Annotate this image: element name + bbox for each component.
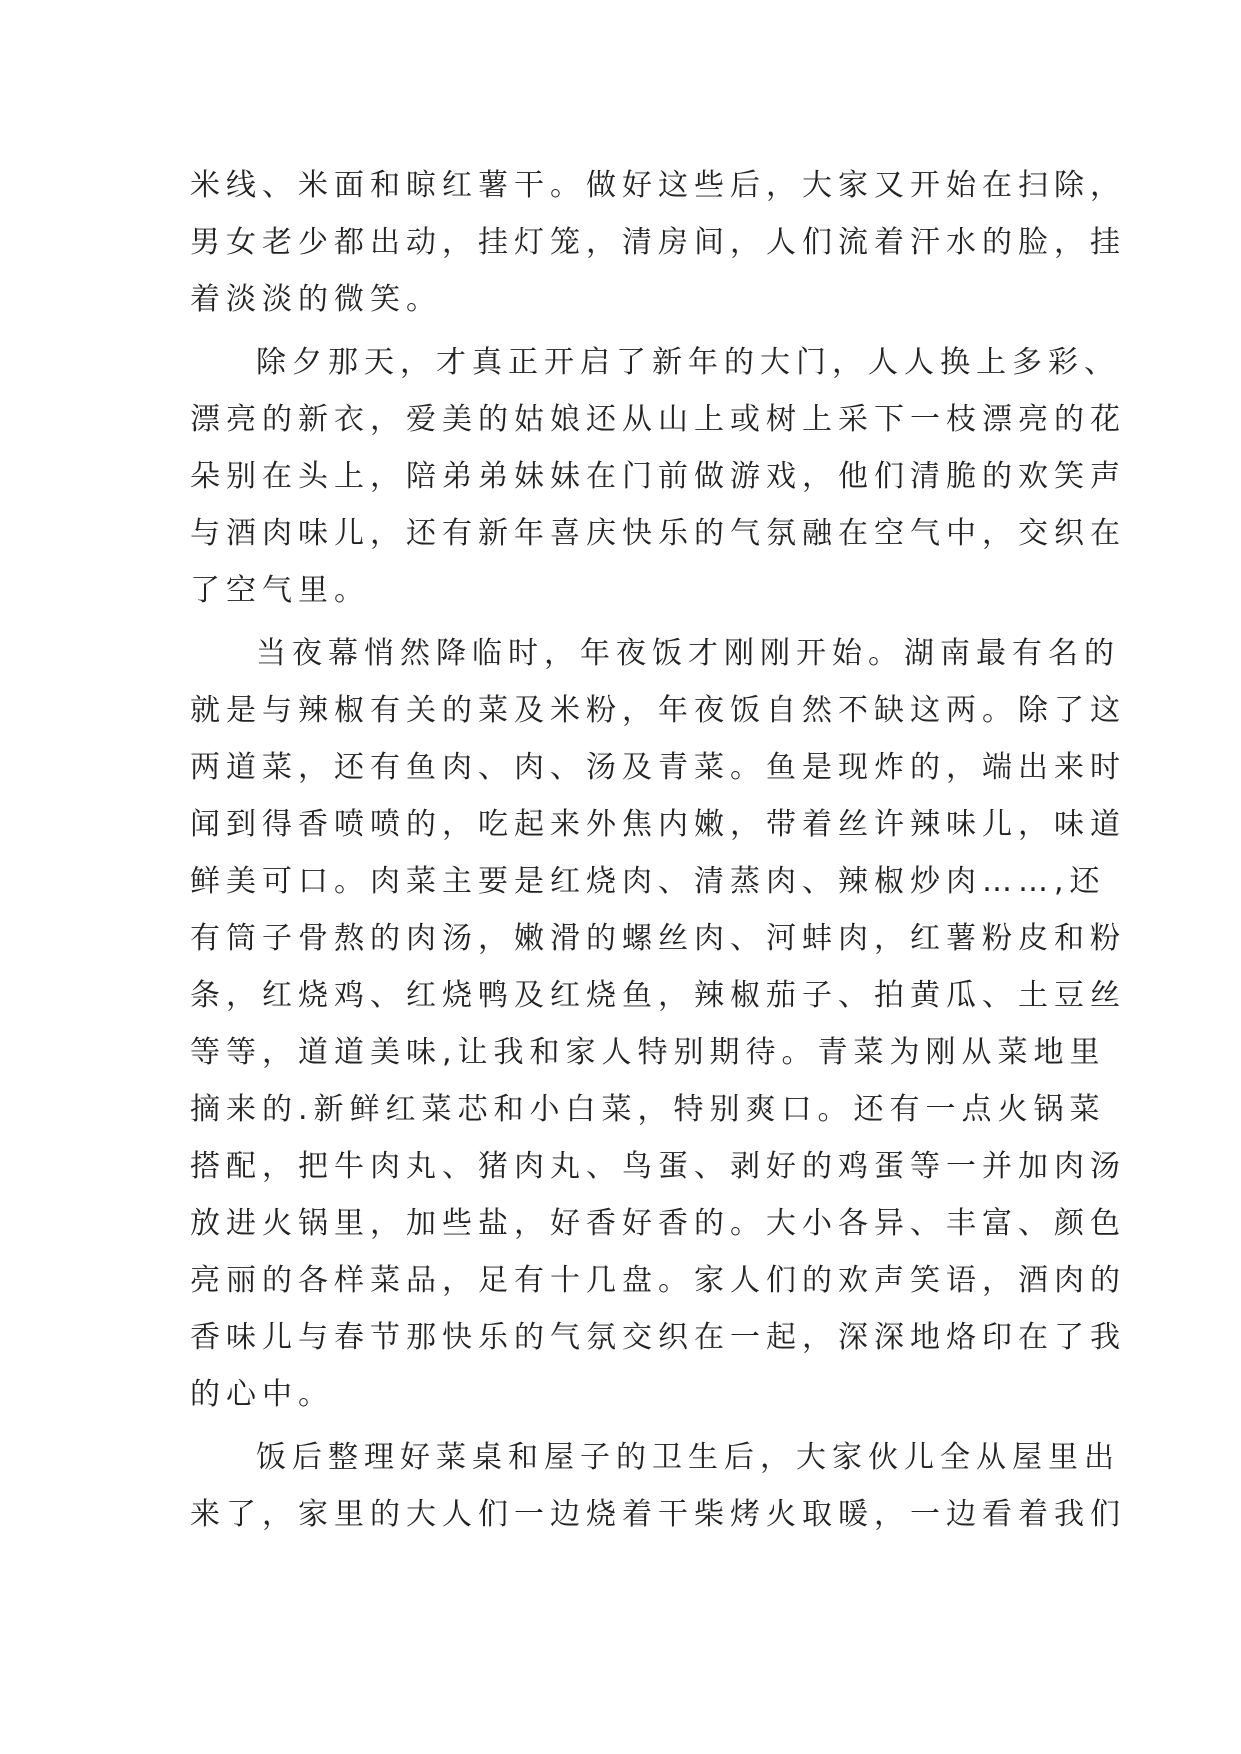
text-line: 漂亮的新衣，爱美的姑娘还从山上或树上采下一枝漂亮的花 xyxy=(190,402,1126,437)
text-line: 香味儿与春节那快乐的气氛交织在一起，深深地烙印在了我 xyxy=(190,1320,1126,1355)
text-line: 来了，家里的大人们一边烧着干柴烤火取暖，一边看着我们 xyxy=(190,1497,1126,1532)
text-line: 饭后整理好菜桌和屋子的卫生后，大家伙儿全从屋里出 xyxy=(256,1440,1120,1475)
text-line: 搭配，把牛肉丸、猪肉丸、鸟蛋、剥好的鸡蛋等一并加肉汤 xyxy=(190,1149,1126,1184)
text-line: 亮丽的各样菜品，足有十几盘。家人们的欢声笑语，酒肉的 xyxy=(190,1263,1126,1298)
text-line: 就是与辣椒有关的菜及米粉，年夜饭自然不缺这两。除了这 xyxy=(190,693,1126,728)
document-body xyxy=(190,157,1126,1543)
paragraph-1 xyxy=(190,157,1126,328)
text-line: 除夕那天，才真正开启了新年的大门，人人换上多彩、 xyxy=(256,345,1120,380)
text-line: 男女老少都出动，挂灯笼，清房间，人们流着汗水的脸，挂 xyxy=(190,225,1126,260)
text-line: 两道菜，还有鱼肉、肉、汤及青菜。鱼是现炸的，端出来时 xyxy=(190,750,1126,785)
text-line: 朵别在头上，陪弟弟妹妹在门前做游戏，他们清脆的欢笑声 xyxy=(190,459,1126,494)
text-line: 鲜美可口。肉菜主要是红烧肉、清蒸肉、辣椒炒肉……,还 xyxy=(190,864,1106,899)
text-line: 摘来的.新鲜红菜芯和小白菜，特别爽口。还有一点火锅菜 xyxy=(190,1092,1106,1127)
paragraph-2 xyxy=(190,334,1126,619)
paragraph-3 xyxy=(190,625,1126,1423)
text-line: 与酒肉味儿，还有新年喜庆快乐的气氛融在空气中，交织在 xyxy=(190,516,1126,551)
text-line: 的心中。 xyxy=(190,1377,334,1412)
text-line: 米线、米面和晾红薯干。做好这些后，大家又开始在扫除， xyxy=(190,168,1126,203)
text-line: 着淡淡的微笑。 xyxy=(190,282,442,317)
text-line: 闻到得香喷喷的，吃起来外焦内嫩，带着丝许辣味儿，味道 xyxy=(190,807,1126,842)
paragraph-4 xyxy=(190,1429,1126,1543)
text-line: 条，红烧鸡、红烧鸭及红烧鱼，辣椒茄子、拍黄瓜、土豆丝 xyxy=(190,978,1126,1013)
text-line: 等等，道道美味,让我和家人特别期待。青菜为刚从菜地里 xyxy=(190,1035,1106,1070)
text-line: 放进火锅里，加些盐，好香好香的。大小各异、丰富、颜色 xyxy=(190,1206,1126,1241)
text-line: 有筒子骨熬的肉汤，嫩滑的螺丝肉、河蚌肉，红薯粉皮和粉 xyxy=(190,921,1126,956)
text-line: 当夜幕悄然降临时，年夜饭才刚刚开始。湖南最有名的 xyxy=(256,636,1120,671)
text-line: 了空气里。 xyxy=(190,573,370,608)
